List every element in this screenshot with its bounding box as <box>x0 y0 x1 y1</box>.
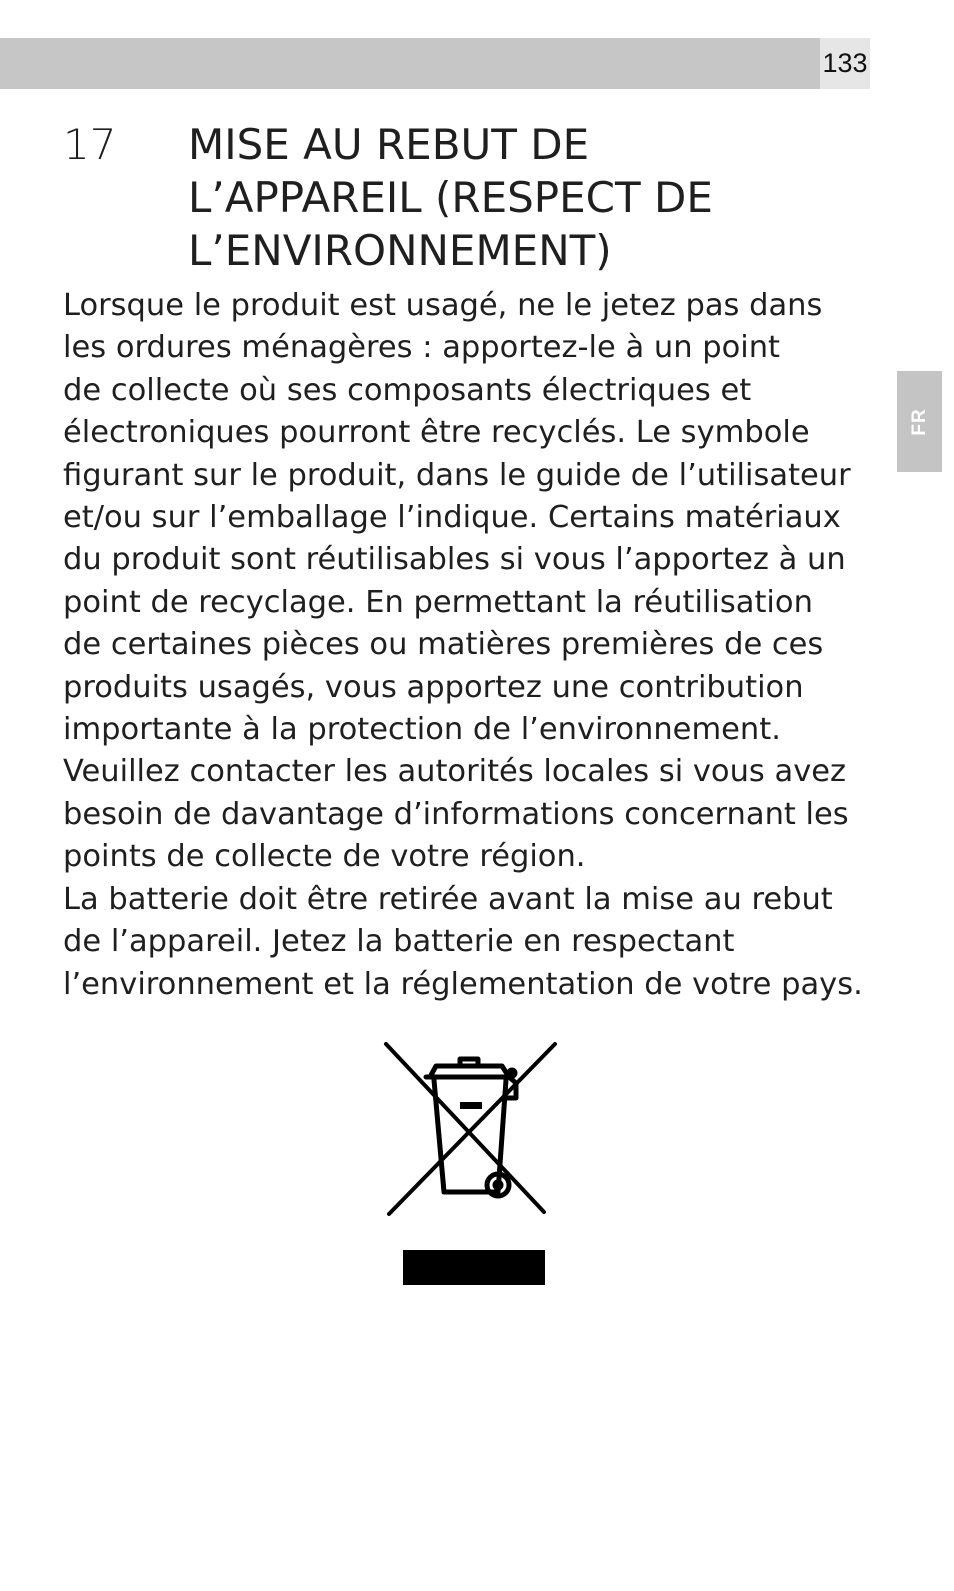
body-paragraph <box>63 285 883 1006</box>
body-line: Lorsque le produit est usagé, ne le jetez pas dans <box>63 288 823 323</box>
crossed-out-wheelie-bin-icon <box>382 1040 560 1218</box>
black-bar <box>403 1250 545 1285</box>
body-line: figurant sur le produit, dans le guide de l’utilisateur <box>63 457 851 493</box>
language-tab <box>897 371 942 472</box>
language-tab-label: FR <box>908 407 930 436</box>
body-line: Veuillez contacter les autorités locales si vous avez <box>63 754 847 790</box>
body-line: de certaines pièces ou matières premières de ces <box>63 627 824 663</box>
header-bar <box>0 38 820 89</box>
body-line: importante à la protection de l’environnement. <box>63 712 781 748</box>
section-title-line: MISE AU REBUT DE <box>188 120 590 169</box>
section-title <box>188 118 868 277</box>
body-line: électroniques pourront être recyclés. Le symbole <box>63 415 810 451</box>
body-line: et/ou sur l’emballage l’indique. Certains matériaux <box>63 500 841 536</box>
section-title-line: L’ENVIRONNEMENT) <box>188 226 612 275</box>
body-line: de collecte où ses composants électriques et <box>63 372 752 408</box>
body-line: du produit sont réutilisables si vous l’apportez à un <box>63 542 846 578</box>
page-number: 133 <box>820 38 870 89</box>
body-line: produits usagés, vous apportez une contribution <box>63 669 804 705</box>
body-line: point de recyclage. En permettant la réutilisation <box>63 584 813 620</box>
section-number: 17 <box>63 120 117 169</box>
body-line: La batterie doit être retirée avant la mise au rebut <box>63 881 833 917</box>
body-line: points de collecte de votre région. <box>63 839 586 875</box>
body-line: besoin de davantage d’informations concernant les <box>63 796 849 832</box>
body-line: l’environnement et la réglementation de votre pays. <box>63 966 863 1002</box>
section-title-line: L’APPAREIL (RESPECT DE <box>188 173 713 222</box>
body-line: les ordures ménagères : apportez-le à un point <box>63 330 781 366</box>
body-line: de l’appareil. Jetez la batterie en respectant <box>63 924 735 960</box>
